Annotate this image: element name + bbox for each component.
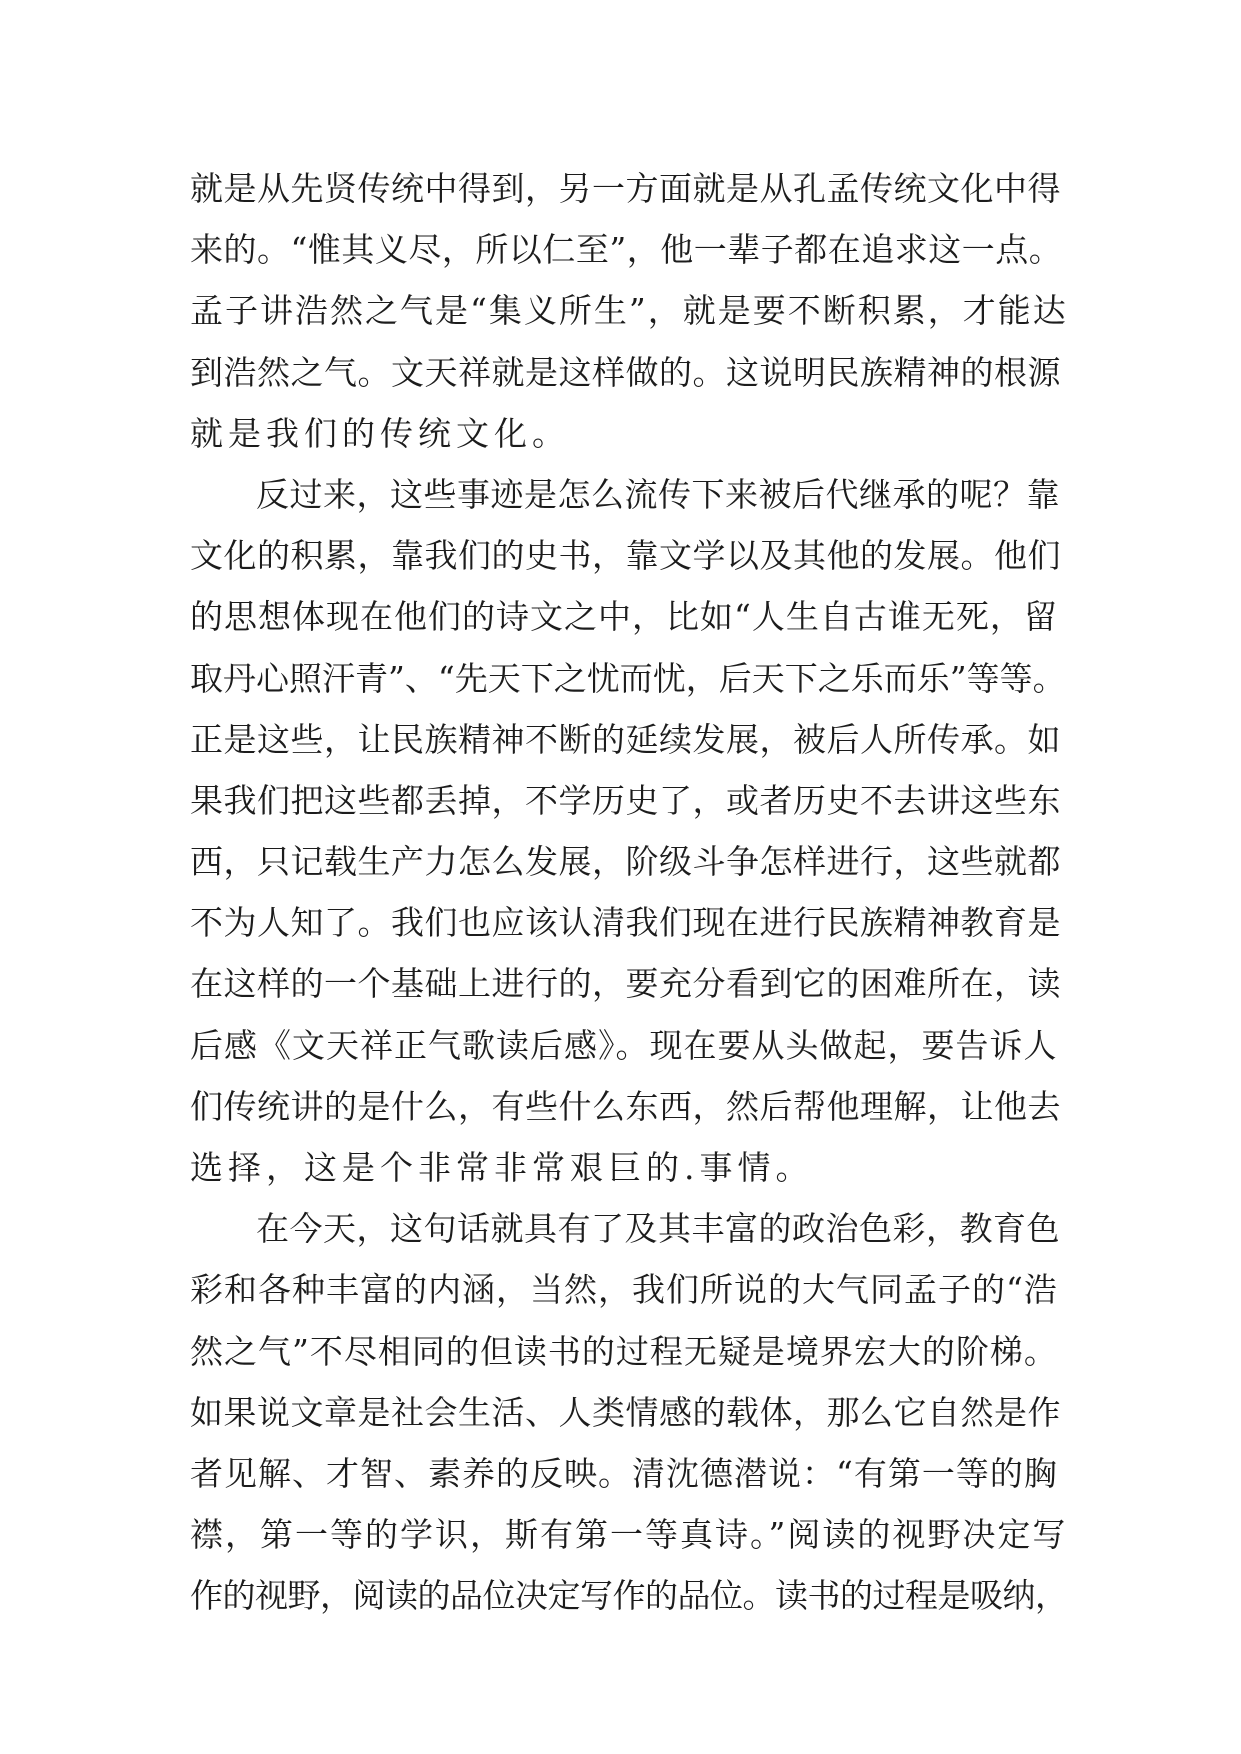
text-line: 果我们把这些都丢掉，不学历史了，或者历史不去讲这些东 xyxy=(190,780,1061,820)
body-text xyxy=(190,158,1070,1627)
paragraph-3 xyxy=(190,1198,1070,1626)
text-line: 就是从先贤传统中得到，另一方面就是从孔孟传统文化中得 xyxy=(190,169,1061,208)
text-line: 彩和各种丰富的内涵，当然，我们所说的大气同孟子的“浩 xyxy=(190,1270,1058,1310)
paragraph-1 xyxy=(190,158,1070,464)
text-line: 来的。“惟其义尽，所以仁至”，他一辈子都在追求这一点。 xyxy=(190,230,1063,270)
text-line: 取丹心照汗青”、“先天下之忧而忧，后天下之乐而乐”等等。 xyxy=(190,658,1066,698)
text-line: 们传统讲的是什么，有些什么东西，然后帮他理解，让他去 xyxy=(190,1086,1061,1126)
text-line: 选择，这是个非常非常艰巨的.事情。 xyxy=(190,1148,814,1187)
text-line: 到浩然之气。文天祥就是这样做的。这说明民族精神的根源 xyxy=(190,352,1061,392)
text-line: 文化的积累，靠我们的史书，靠文学以及其他的发展。他们 xyxy=(190,536,1061,576)
text-line: 不为人知了。我们也应该认清我们现在进行民族精神教育是 xyxy=(190,903,1061,943)
text-line: 西，只记载生产力怎么发展，阶级斗争怎样进行，这些就都 xyxy=(190,842,1061,882)
text-line: 如果说文章是社会生活、人类情感的载体，那么它自然是作 xyxy=(190,1392,1061,1432)
text-line: 后感《文天祥正气歌读后感》。现在要从头做起，要告诉人 xyxy=(190,1025,1058,1065)
text-line: 孟子讲浩然之气是“集义所生”，就是要不断积累，才能达 xyxy=(190,291,1068,331)
paragraph-2 xyxy=(190,464,1070,1198)
text-line: 然之气”不尽相同的但读书的过程无疑是境界宏大的阶梯。 xyxy=(190,1331,1058,1371)
text-line: 在这样的一个基础上进行的，要充分看到它的困难所在，读 xyxy=(190,964,1061,1004)
text-line: 反过来，这些事迹是怎么流传下来被后代继承的呢？靠 xyxy=(256,474,1060,514)
text-line: 在今天，这句话就具有了及其丰富的政治色彩，教育色 xyxy=(256,1209,1060,1249)
text-line: 者见解、才智、素养的反映。清沈德潜说：“有第一等的胸 xyxy=(190,1453,1058,1493)
text-line: 襟，第一等的学识，斯有第一等真诗。”阅读的视野决定写 xyxy=(190,1515,1068,1555)
text-line: 正是这些，让民族精神不断的延续发展，被后人所传承。如 xyxy=(190,719,1061,759)
text-line: 作的视野，阅读的品位决定写作的品位。读书的过程是吸纳， xyxy=(190,1576,1068,1616)
text-line: 的思想体现在他们的诗文之中，比如“人生自古谁无死，留 xyxy=(190,597,1058,637)
text-line: 就是我们的传统文化。 xyxy=(190,413,570,453)
